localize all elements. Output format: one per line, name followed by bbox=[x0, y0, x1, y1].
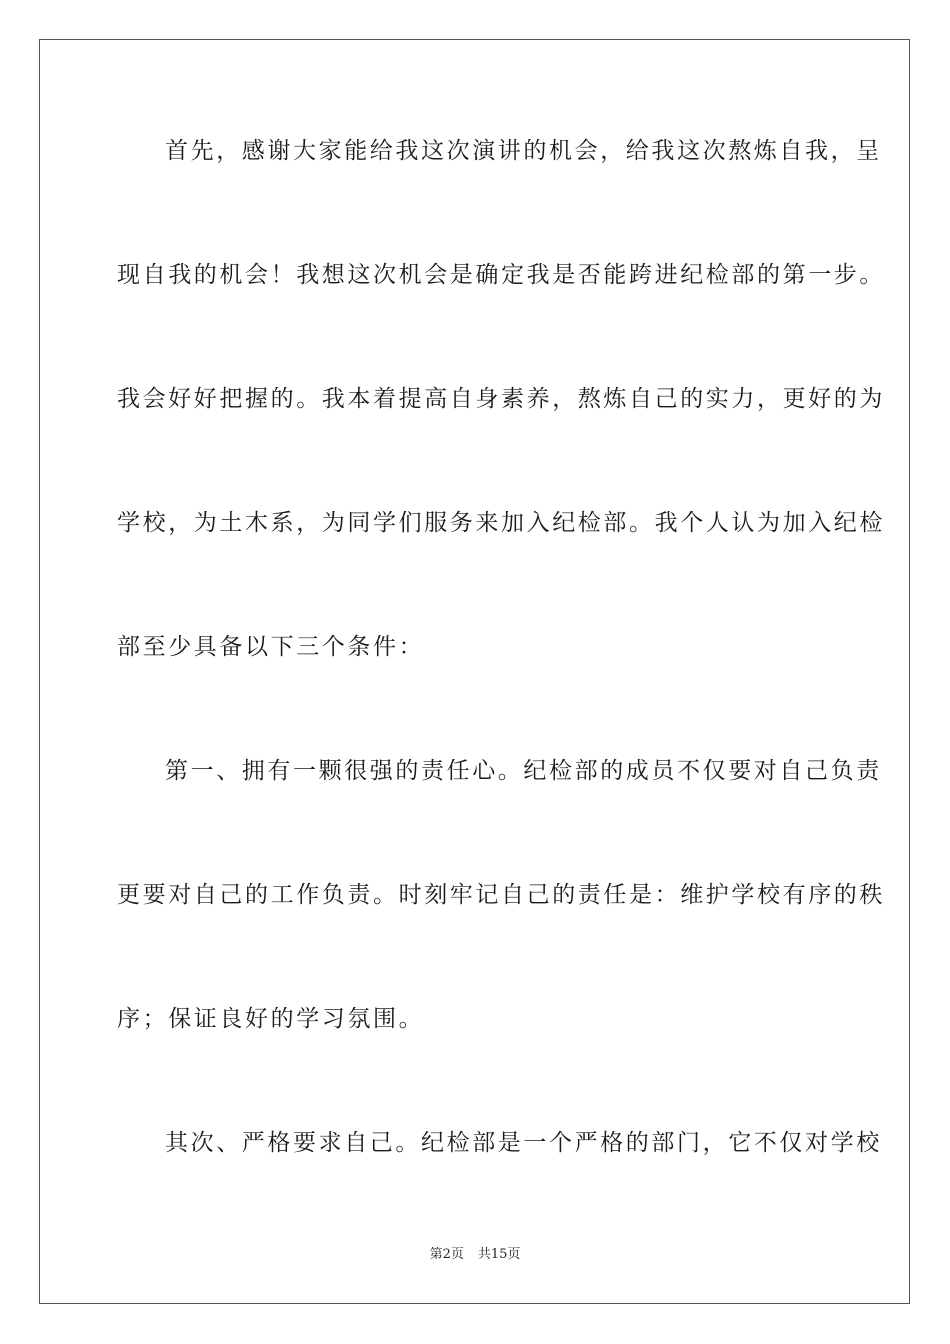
page-footer bbox=[0, 1246, 950, 1264]
paragraph-1-line-1: 首先，感谢大家能给我这次演讲的机会，给我这次熬炼自我，呈 bbox=[165, 138, 882, 164]
paragraph-2-line-3: 序；保证良好的学习氛围。 bbox=[117, 1006, 425, 1032]
paragraph-1-line-5: 部至少具备以下三个条件： bbox=[117, 634, 425, 660]
page-number: 第2页 bbox=[429, 1247, 464, 1262]
paragraph-2-line-2: 更要对自己的工作负责。时刻牢记自己的责任是：维护学校有序的秩 bbox=[117, 882, 885, 908]
total-pages: 共15页 bbox=[477, 1247, 521, 1262]
paragraph-1-line-3: 我会好好把握的。我本着提高自身素养，熬炼自己的实力，更好的为 bbox=[117, 386, 885, 412]
page-border bbox=[39, 39, 910, 1304]
paragraph-3-line-1: 其次、严格要求自己。纪检部是一个严格的部门，它不仅对学校 bbox=[165, 1130, 882, 1156]
paragraph-1-line-4: 学校，为土木系，为同学们服务来加入纪检部。我个人认为加入纪检 bbox=[117, 510, 885, 536]
paragraph-2-line-1: 第一、拥有一颗很强的责任心。纪检部的成员不仅要对自己负责 bbox=[165, 758, 882, 784]
paragraph-1-line-2: 现自我的机会！我想这次机会是确定我是否能跨进纪检部的第一步。 bbox=[117, 262, 885, 288]
